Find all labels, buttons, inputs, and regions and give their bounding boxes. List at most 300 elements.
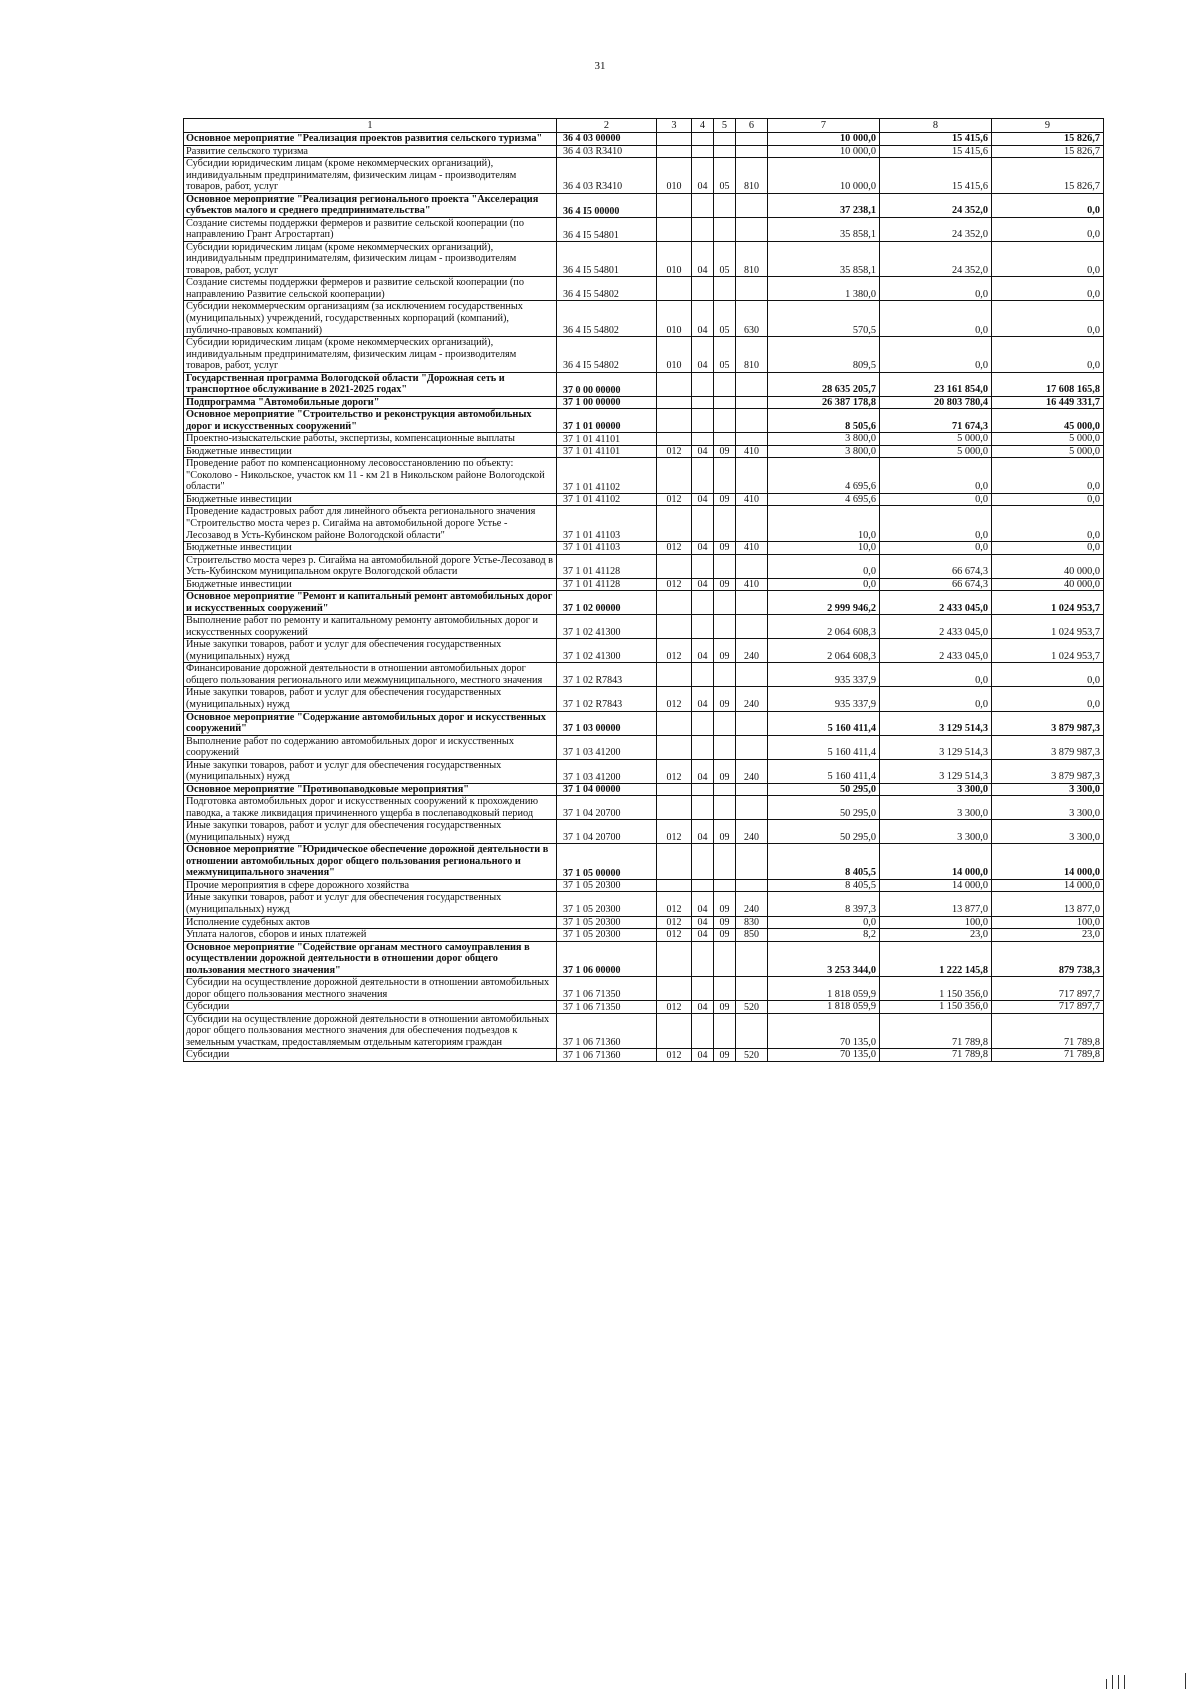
table-row	[184, 506, 1104, 542]
row-code: 37 1 01 41102	[557, 458, 657, 494]
row-name: Прочие мероприятия в сфере дорожного хозяйства	[184, 879, 557, 892]
row-section: 04	[692, 158, 714, 194]
row-expense-type: 410	[736, 445, 768, 458]
table-row	[184, 892, 1104, 916]
row-expense-type: 240	[736, 892, 768, 916]
row-section: 04	[692, 639, 714, 663]
row-code: 37 1 04 00000	[557, 783, 657, 796]
row-name: Строительство моста через р. Сигайма на автомобильной дороге Устье-Лесозавод в Усть-Кубинском муниципальном округе Вологодской области	[184, 554, 557, 578]
row-value-9: 0,0	[992, 277, 1104, 301]
row-expense-type	[736, 433, 768, 446]
row-section	[692, 879, 714, 892]
row-name: Основное мероприятие "Строительство и реконструкция автомобильных дорог и искусственных сооружений"	[184, 409, 557, 433]
row-subsection	[714, 133, 736, 146]
row-value-9: 40 000,0	[992, 578, 1104, 591]
row-section	[692, 977, 714, 1001]
table-row	[184, 977, 1104, 1001]
row-expense-type: 520	[736, 1049, 768, 1062]
header-cell: 2	[557, 119, 657, 133]
row-value-8: 0,0	[880, 542, 992, 555]
table-body	[184, 133, 1104, 1062]
header-cell: 9	[992, 119, 1104, 133]
row-ministry	[657, 506, 692, 542]
row-ministry	[657, 735, 692, 759]
row-value-9: 71 789,8	[992, 1013, 1104, 1049]
row-name: Субсидии	[184, 1049, 557, 1062]
row-value-7: 10 000,0	[768, 133, 880, 146]
row-code: 36 4 I5 54801	[557, 241, 657, 277]
row-name: Иные закупки товаров, работ и услуг для обеспечения государственных (муниципальных) нужд	[184, 759, 557, 783]
table-row	[184, 458, 1104, 494]
row-section	[692, 458, 714, 494]
row-code: 37 1 06 71360	[557, 1049, 657, 1062]
row-value-9: 0,0	[992, 663, 1104, 687]
row-code: 37 1 05 20300	[557, 879, 657, 892]
row-ministry	[657, 796, 692, 820]
row-value-8: 24 352,0	[880, 193, 992, 217]
row-expense-type	[736, 133, 768, 146]
row-expense-type	[736, 145, 768, 158]
table-row	[184, 493, 1104, 506]
row-subsection: 05	[714, 158, 736, 194]
row-value-7: 2 064 608,3	[768, 639, 880, 663]
row-name: Бюджетные инвестиции	[184, 578, 557, 591]
row-ministry	[657, 193, 692, 217]
row-name: Бюджетные инвестиции	[184, 493, 557, 506]
table-row	[184, 445, 1104, 458]
row-expense-type: 410	[736, 578, 768, 591]
row-name: Субсидии некоммерческим организациям (за исключением государственных (муниципальных) учреждений, государственных корпораций (компаний), публично-правовых компаний)	[184, 301, 557, 337]
row-value-8: 24 352,0	[880, 241, 992, 277]
row-ministry: 012	[657, 639, 692, 663]
table-row	[184, 879, 1104, 892]
header-cell: 6	[736, 119, 768, 133]
row-value-8: 66 674,3	[880, 554, 992, 578]
row-subsection	[714, 409, 736, 433]
row-value-7: 4 695,6	[768, 493, 880, 506]
row-expense-type	[736, 277, 768, 301]
row-value-8: 0,0	[880, 277, 992, 301]
row-value-9: 0,0	[992, 493, 1104, 506]
row-value-8: 15 415,6	[880, 158, 992, 194]
row-name: Бюджетные инвестиции	[184, 445, 557, 458]
row-value-8: 24 352,0	[880, 217, 992, 241]
row-value-8: 3 129 514,3	[880, 711, 992, 735]
header-cell: 8	[880, 119, 992, 133]
row-expense-type: 810	[736, 241, 768, 277]
row-value-9: 15 826,7	[992, 158, 1104, 194]
row-value-7: 1 818 059,9	[768, 977, 880, 1001]
row-name: Субсидии юридическим лицам (кроме некоммерческих организаций), индивидуальным предпринимателям, физическим лицам - производителям товаров, работ, услуг	[184, 241, 557, 277]
table-row	[184, 542, 1104, 555]
row-code: 37 1 05 20300	[557, 929, 657, 942]
row-subsection	[714, 396, 736, 409]
row-ministry	[657, 1013, 692, 1049]
row-value-7: 28 635 205,7	[768, 372, 880, 396]
row-ministry	[657, 554, 692, 578]
row-expense-type	[736, 663, 768, 687]
row-code: 36 4 03 00000	[557, 133, 657, 146]
row-value-8: 15 415,6	[880, 133, 992, 146]
row-code: 37 1 03 41200	[557, 759, 657, 783]
row-value-7: 70 135,0	[768, 1013, 880, 1049]
row-expense-type: 240	[736, 639, 768, 663]
row-name: Бюджетные инвестиции	[184, 542, 557, 555]
row-code: 36 4 I5 00000	[557, 193, 657, 217]
row-section: 04	[692, 301, 714, 337]
row-expense-type: 830	[736, 916, 768, 929]
row-ministry	[657, 663, 692, 687]
row-section: 04	[692, 892, 714, 916]
row-section	[692, 711, 714, 735]
row-expense-type	[736, 941, 768, 977]
row-value-9: 3 879 987,3	[992, 735, 1104, 759]
row-section	[692, 277, 714, 301]
row-section: 04	[692, 445, 714, 458]
row-name: Создание системы поддержки фермеров и развитие сельской кооперации (по направлению Грант Агростартап)	[184, 217, 557, 241]
row-section	[692, 217, 714, 241]
row-ministry	[657, 372, 692, 396]
row-value-8: 5 000,0	[880, 433, 992, 446]
row-name: Иные закупки товаров, работ и услуг для обеспечения государственных (муниципальных) нужд	[184, 820, 557, 844]
row-ministry	[657, 879, 692, 892]
row-value-8: 3 300,0	[880, 783, 992, 796]
row-value-7: 50 295,0	[768, 820, 880, 844]
table-row	[184, 158, 1104, 194]
row-subsection: 09	[714, 578, 736, 591]
row-ministry: 012	[657, 542, 692, 555]
row-expense-type	[736, 796, 768, 820]
row-value-7: 3 800,0	[768, 445, 880, 458]
row-section: 04	[692, 759, 714, 783]
row-subsection: 05	[714, 301, 736, 337]
row-ministry	[657, 844, 692, 880]
row-expense-type	[736, 844, 768, 880]
row-code: 37 1 02 R7843	[557, 687, 657, 711]
row-value-9: 0,0	[992, 301, 1104, 337]
row-ministry: 012	[657, 445, 692, 458]
row-expense-type	[736, 372, 768, 396]
row-subsection: 09	[714, 929, 736, 942]
row-value-8: 2 433 045,0	[880, 591, 992, 615]
row-section	[692, 433, 714, 446]
table-row	[184, 735, 1104, 759]
row-ministry: 010	[657, 241, 692, 277]
row-subsection: 09	[714, 1001, 736, 1014]
row-section	[692, 844, 714, 880]
row-subsection: 09	[714, 687, 736, 711]
table-row	[184, 193, 1104, 217]
table-row	[184, 301, 1104, 337]
row-expense-type	[736, 711, 768, 735]
row-ministry: 012	[657, 493, 692, 506]
row-subsection	[714, 783, 736, 796]
row-value-7: 8,2	[768, 929, 880, 942]
row-value-8: 2 433 045,0	[880, 639, 992, 663]
row-code: 37 0 00 00000	[557, 372, 657, 396]
table-row	[184, 663, 1104, 687]
row-ministry	[657, 145, 692, 158]
row-value-8: 66 674,3	[880, 578, 992, 591]
header-row	[184, 119, 1104, 133]
row-value-9: 5 000,0	[992, 445, 1104, 458]
row-value-8: 0,0	[880, 493, 992, 506]
row-value-7: 0,0	[768, 554, 880, 578]
row-value-9: 0,0	[992, 458, 1104, 494]
row-subsection	[714, 735, 736, 759]
row-value-8: 2 433 045,0	[880, 615, 992, 639]
row-value-9: 1 024 953,7	[992, 615, 1104, 639]
row-value-7: 8 405,5	[768, 844, 880, 880]
row-subsection	[714, 711, 736, 735]
row-name: Исполнение судебных актов	[184, 916, 557, 929]
row-code: 37 1 05 00000	[557, 844, 657, 880]
row-subsection	[714, 796, 736, 820]
row-name: Финансирование дорожной деятельности в отношении автомобильных дорог общего пользования регионального или межмуниципального, местного значения	[184, 663, 557, 687]
row-code: 36 4 I5 54802	[557, 277, 657, 301]
table-row	[184, 796, 1104, 820]
row-value-8: 71 674,3	[880, 409, 992, 433]
row-code: 37 1 06 71360	[557, 1013, 657, 1049]
row-name: Проведение работ по компенсационному лесовосстановлению по объекту: "Соколово - Никольское, участок км 11 - км 21 в Никольском районе Вологодской области"	[184, 458, 557, 494]
row-expense-type	[736, 977, 768, 1001]
row-code: 37 1 00 00000	[557, 396, 657, 409]
row-value-7: 2 064 608,3	[768, 615, 880, 639]
row-name: Основное мероприятие "Ремонт и капитальный ремонт автомобильных дорог и искусственных сооружений"	[184, 591, 557, 615]
row-value-9: 0,0	[992, 687, 1104, 711]
row-name: Основное мероприятие "Юридическое обеспечение дорожной деятельности в отношении автомобильных дорог общего пользования регионального и межмуниципального значения"	[184, 844, 557, 880]
row-value-7: 5 160 411,4	[768, 735, 880, 759]
row-ministry: 012	[657, 1049, 692, 1062]
row-section	[692, 554, 714, 578]
row-code: 37 1 01 41128	[557, 578, 657, 591]
row-expense-type: 850	[736, 929, 768, 942]
row-expense-type	[736, 615, 768, 639]
row-value-8: 1 150 356,0	[880, 977, 992, 1001]
table-row	[184, 711, 1104, 735]
row-section: 04	[692, 578, 714, 591]
row-section	[692, 615, 714, 639]
table-row	[184, 396, 1104, 409]
row-subsection	[714, 1013, 736, 1049]
table-row	[184, 145, 1104, 158]
row-value-9: 17 608 165,8	[992, 372, 1104, 396]
row-value-7: 935 337,9	[768, 663, 880, 687]
row-value-7: 35 858,1	[768, 217, 880, 241]
row-section: 04	[692, 1049, 714, 1062]
row-subsection	[714, 941, 736, 977]
row-section: 04	[692, 493, 714, 506]
row-value-9: 16 449 331,7	[992, 396, 1104, 409]
row-value-8: 23 161 854,0	[880, 372, 992, 396]
row-value-7: 35 858,1	[768, 241, 880, 277]
table-row	[184, 433, 1104, 446]
table-row	[184, 820, 1104, 844]
table-row	[184, 133, 1104, 146]
row-ministry: 012	[657, 578, 692, 591]
header-cell: 1	[184, 119, 557, 133]
row-value-8: 0,0	[880, 506, 992, 542]
row-value-8: 1 150 356,0	[880, 1001, 992, 1014]
row-section	[692, 735, 714, 759]
row-name: Государственная программа Вологодской области "Дорожная сеть и транспортное обслуживание в 2021-2025 годах"	[184, 372, 557, 396]
row-code: 36 4 03 R3410	[557, 145, 657, 158]
row-ministry: 010	[657, 301, 692, 337]
row-value-7: 10 000,0	[768, 158, 880, 194]
row-subsection	[714, 458, 736, 494]
row-code: 36 4 03 R3410	[557, 158, 657, 194]
row-value-8: 13 877,0	[880, 892, 992, 916]
row-value-7: 3 800,0	[768, 433, 880, 446]
header-cell: 7	[768, 119, 880, 133]
row-subsection	[714, 663, 736, 687]
row-subsection: 05	[714, 337, 736, 373]
row-subsection	[714, 145, 736, 158]
row-section: 04	[692, 687, 714, 711]
row-value-7: 8 397,3	[768, 892, 880, 916]
row-value-7: 809,5	[768, 337, 880, 373]
row-expense-type: 410	[736, 542, 768, 555]
row-subsection	[714, 277, 736, 301]
row-value-9: 717 897,7	[992, 977, 1104, 1001]
row-value-9: 0,0	[992, 217, 1104, 241]
row-value-9: 3 300,0	[992, 783, 1104, 796]
row-value-9: 23,0	[992, 929, 1104, 942]
row-value-7: 10,0	[768, 542, 880, 555]
row-subsection	[714, 879, 736, 892]
row-value-8: 15 415,6	[880, 145, 992, 158]
row-code: 37 1 02 R7843	[557, 663, 657, 687]
row-value-9: 3 879 987,3	[992, 711, 1104, 735]
table-row	[184, 615, 1104, 639]
row-code: 37 1 06 71350	[557, 977, 657, 1001]
row-name: Уплата налогов, сборов и иных платежей	[184, 929, 557, 942]
row-value-7: 4 695,6	[768, 458, 880, 494]
row-value-7: 26 387 178,8	[768, 396, 880, 409]
table-row	[184, 591, 1104, 615]
row-subsection	[714, 506, 736, 542]
table-row	[184, 578, 1104, 591]
row-ministry	[657, 217, 692, 241]
row-code: 36 4 I5 54801	[557, 217, 657, 241]
row-value-9: 0,0	[992, 506, 1104, 542]
row-name: Основное мероприятие "Реализация регионального проекта "Акселерация субъектов малого и среднего предпринимательства"	[184, 193, 557, 217]
row-subsection	[714, 615, 736, 639]
row-ministry: 012	[657, 916, 692, 929]
row-name: Основное мероприятие "Содействие органам местного самоуправления в осуществлении дорожной деятельности в отношении дорог общего пользования местного значения"	[184, 941, 557, 977]
row-value-9: 3 300,0	[992, 796, 1104, 820]
table-row	[184, 759, 1104, 783]
row-section	[692, 591, 714, 615]
row-ministry: 010	[657, 337, 692, 373]
row-section	[692, 663, 714, 687]
row-value-9: 0,0	[992, 193, 1104, 217]
row-ministry	[657, 591, 692, 615]
row-code: 37 1 04 20700	[557, 820, 657, 844]
row-subsection	[714, 372, 736, 396]
row-value-9: 71 789,8	[992, 1049, 1104, 1062]
row-ministry	[657, 941, 692, 977]
row-subsection: 09	[714, 820, 736, 844]
row-ministry: 012	[657, 759, 692, 783]
table-row	[184, 639, 1104, 663]
row-value-8: 1 222 145,8	[880, 941, 992, 977]
row-subsection: 05	[714, 241, 736, 277]
row-subsection	[714, 193, 736, 217]
row-value-7: 10,0	[768, 506, 880, 542]
row-value-9: 13 877,0	[992, 892, 1104, 916]
row-value-8: 0,0	[880, 458, 992, 494]
row-name: Субсидии	[184, 1001, 557, 1014]
row-name: Выполнение работ по содержанию автомобильных дорог и искусственных сооружений	[184, 735, 557, 759]
row-code: 37 1 01 41128	[557, 554, 657, 578]
row-code: 37 1 05 20300	[557, 892, 657, 916]
row-expense-type: 240	[736, 820, 768, 844]
row-value-7: 50 295,0	[768, 783, 880, 796]
table-row	[184, 783, 1104, 796]
row-value-7: 570,5	[768, 301, 880, 337]
row-value-9: 14 000,0	[992, 844, 1104, 880]
row-subsection: 09	[714, 892, 736, 916]
row-value-7: 3 253 344,0	[768, 941, 880, 977]
row-name: Субсидии юридическим лицам (кроме некоммерческих организаций), индивидуальным предпринимателям, физическим лицам - производителям товаров, работ, услуг	[184, 337, 557, 373]
row-value-9: 5 000,0	[992, 433, 1104, 446]
row-value-7: 0,0	[768, 578, 880, 591]
row-value-7: 37 238,1	[768, 193, 880, 217]
row-value-9: 15 826,7	[992, 145, 1104, 158]
row-name: Субсидии юридическим лицам (кроме некоммерческих организаций), индивидуальным предпринимателям, физическим лицам - производителям товаров, работ, услуг	[184, 158, 557, 194]
row-code: 37 1 01 41103	[557, 506, 657, 542]
row-code: 36 4 I5 54802	[557, 301, 657, 337]
row-value-9: 0,0	[992, 337, 1104, 373]
row-code: 37 1 02 41300	[557, 639, 657, 663]
row-code: 37 1 02 00000	[557, 591, 657, 615]
row-subsection	[714, 554, 736, 578]
row-expense-type: 810	[736, 158, 768, 194]
row-name: Субсидии на осуществление дорожной деятельности в отношении автомобильных дорог общего пользования местного значения для обеспечения подъездов к земельным участкам, предоставляемым отдельным категориям граждан	[184, 1013, 557, 1049]
row-ministry	[657, 783, 692, 796]
row-ministry	[657, 133, 692, 146]
row-value-7: 1 380,0	[768, 277, 880, 301]
row-value-8: 0,0	[880, 337, 992, 373]
row-section: 04	[692, 820, 714, 844]
row-value-8: 14 000,0	[880, 879, 992, 892]
table-row	[184, 217, 1104, 241]
row-section: 04	[692, 241, 714, 277]
row-section: 04	[692, 542, 714, 555]
row-name: Проведение кадастровых работ для линейного объекта регионального значения "Строительство моста через р. Сигайма на автомобильной дороге Устье - Лесозавод в Усть-Кубинском районе Вологодской области"	[184, 506, 557, 542]
row-code: 37 1 04 20700	[557, 796, 657, 820]
row-value-7: 10 000,0	[768, 145, 880, 158]
row-name: Иные закупки товаров, работ и услуг для обеспечения государственных (муниципальных) нужд	[184, 687, 557, 711]
row-value-7: 0,0	[768, 916, 880, 929]
row-ministry	[657, 711, 692, 735]
row-code: 37 1 01 00000	[557, 409, 657, 433]
row-ministry	[657, 458, 692, 494]
row-subsection	[714, 844, 736, 880]
row-value-9: 0,0	[992, 241, 1104, 277]
row-ministry	[657, 977, 692, 1001]
row-value-8: 71 789,8	[880, 1049, 992, 1062]
row-value-9: 15 826,7	[992, 133, 1104, 146]
row-value-8: 20 803 780,4	[880, 396, 992, 409]
row-value-8: 3 129 514,3	[880, 759, 992, 783]
row-name: Иные закупки товаров, работ и услуг для обеспечения государственных (муниципальных) нужд	[184, 639, 557, 663]
row-section	[692, 145, 714, 158]
row-ministry	[657, 396, 692, 409]
row-expense-type	[736, 554, 768, 578]
row-value-7: 2 999 946,2	[768, 591, 880, 615]
